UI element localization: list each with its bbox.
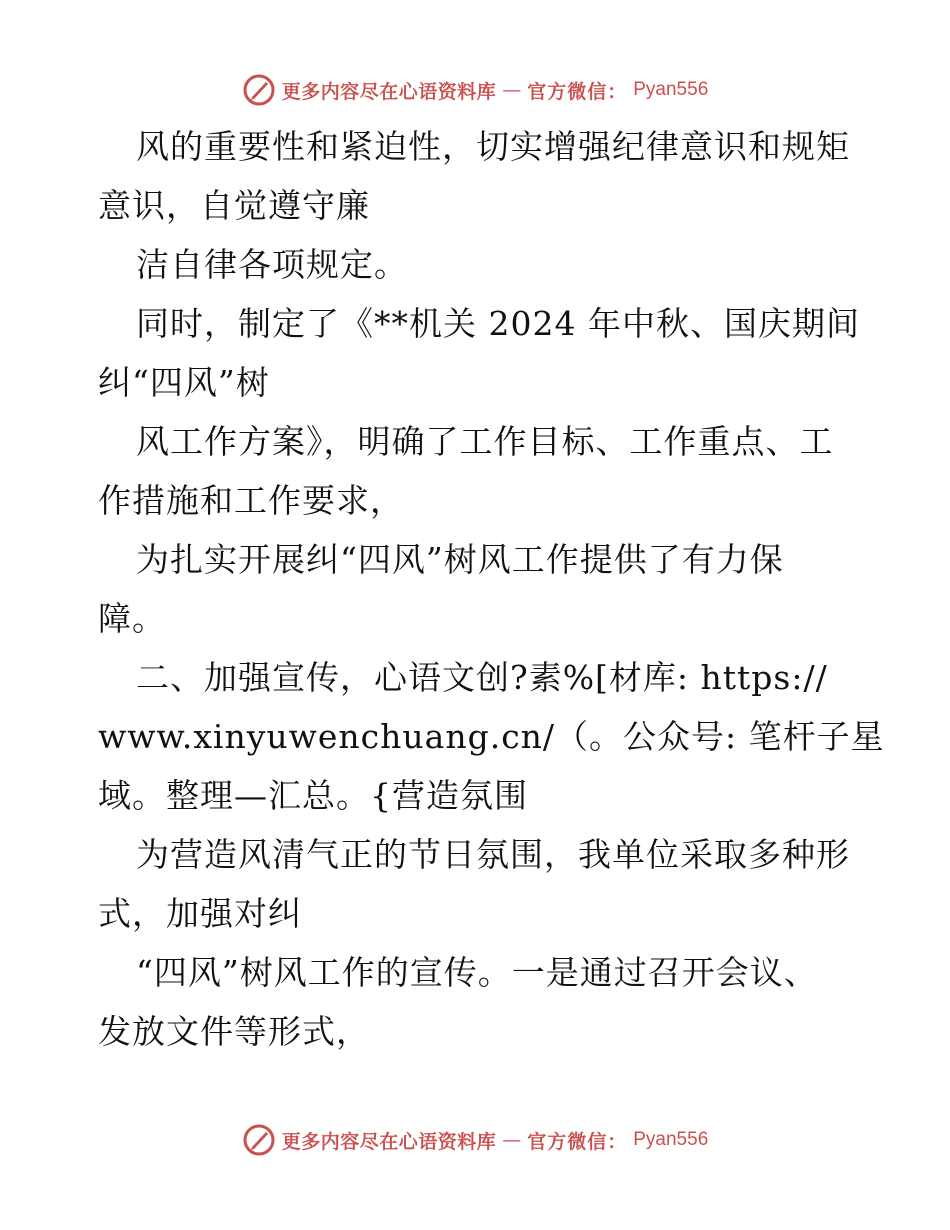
paragraph-line: 为扎实开展纠“四风”树风工作提供了有力保	[136, 540, 784, 579]
paragraph-line: 式，加强对纠	[98, 894, 302, 933]
paragraph-line: 纠“四风”树	[98, 363, 270, 402]
footer-banner-separator: —	[502, 1129, 522, 1151]
footer-banner-text: 更多内容尽在心语资料库	[281, 1130, 497, 1153]
paragraph-line: 洁自律各项规定。	[136, 245, 408, 284]
header-banner-separator: —	[502, 79, 522, 101]
header-banner-text: 更多内容尽在心语资料库	[281, 80, 497, 103]
header-wechat-label: 官方微信：	[527, 80, 628, 103]
paragraph-line: 发放文件等形式，	[98, 1012, 370, 1051]
paragraph-line: 风工作方案》，明确了工作目标、工作重点、工	[136, 422, 834, 461]
quill-pen-seal-icon	[242, 1123, 276, 1157]
paragraph-line: 障。	[98, 599, 166, 638]
paragraph-line: “四风”树风工作的宣传。一是通过召开会议、	[136, 953, 818, 992]
quill-pen-seal-icon	[242, 73, 276, 107]
paragraph-line: 风的重要性和紧迫性，切实增强纪律意识和规矩	[136, 127, 850, 166]
paragraph-line: 为营造风清气正的节日氛围，我单位采取多种形	[136, 835, 850, 874]
footer-wechat-label: 官方微信：	[527, 1130, 628, 1153]
paragraph-line: 域。整理—汇总。{营造氛围	[98, 776, 528, 815]
header-banner	[0, 70, 950, 110]
paragraph-line: 二、加强宣传，心语文创?素%[材库: https://	[136, 658, 828, 697]
paragraph-line: 作措施和工作要求，	[98, 481, 404, 520]
paragraph-line: 意识，自觉遵守廉	[98, 186, 370, 225]
paragraph-line: www.xinyuwenchuang.cn/（。公众号: 笔杆子星	[98, 717, 885, 756]
header-wechat-id: Pyan556	[633, 79, 709, 100]
footer-wechat-id: Pyan556	[633, 1129, 709, 1150]
footer-banner	[0, 1120, 950, 1160]
paragraph-line: 同时，制定了《**机关 2024 年中秋、国庆期间	[136, 304, 860, 343]
